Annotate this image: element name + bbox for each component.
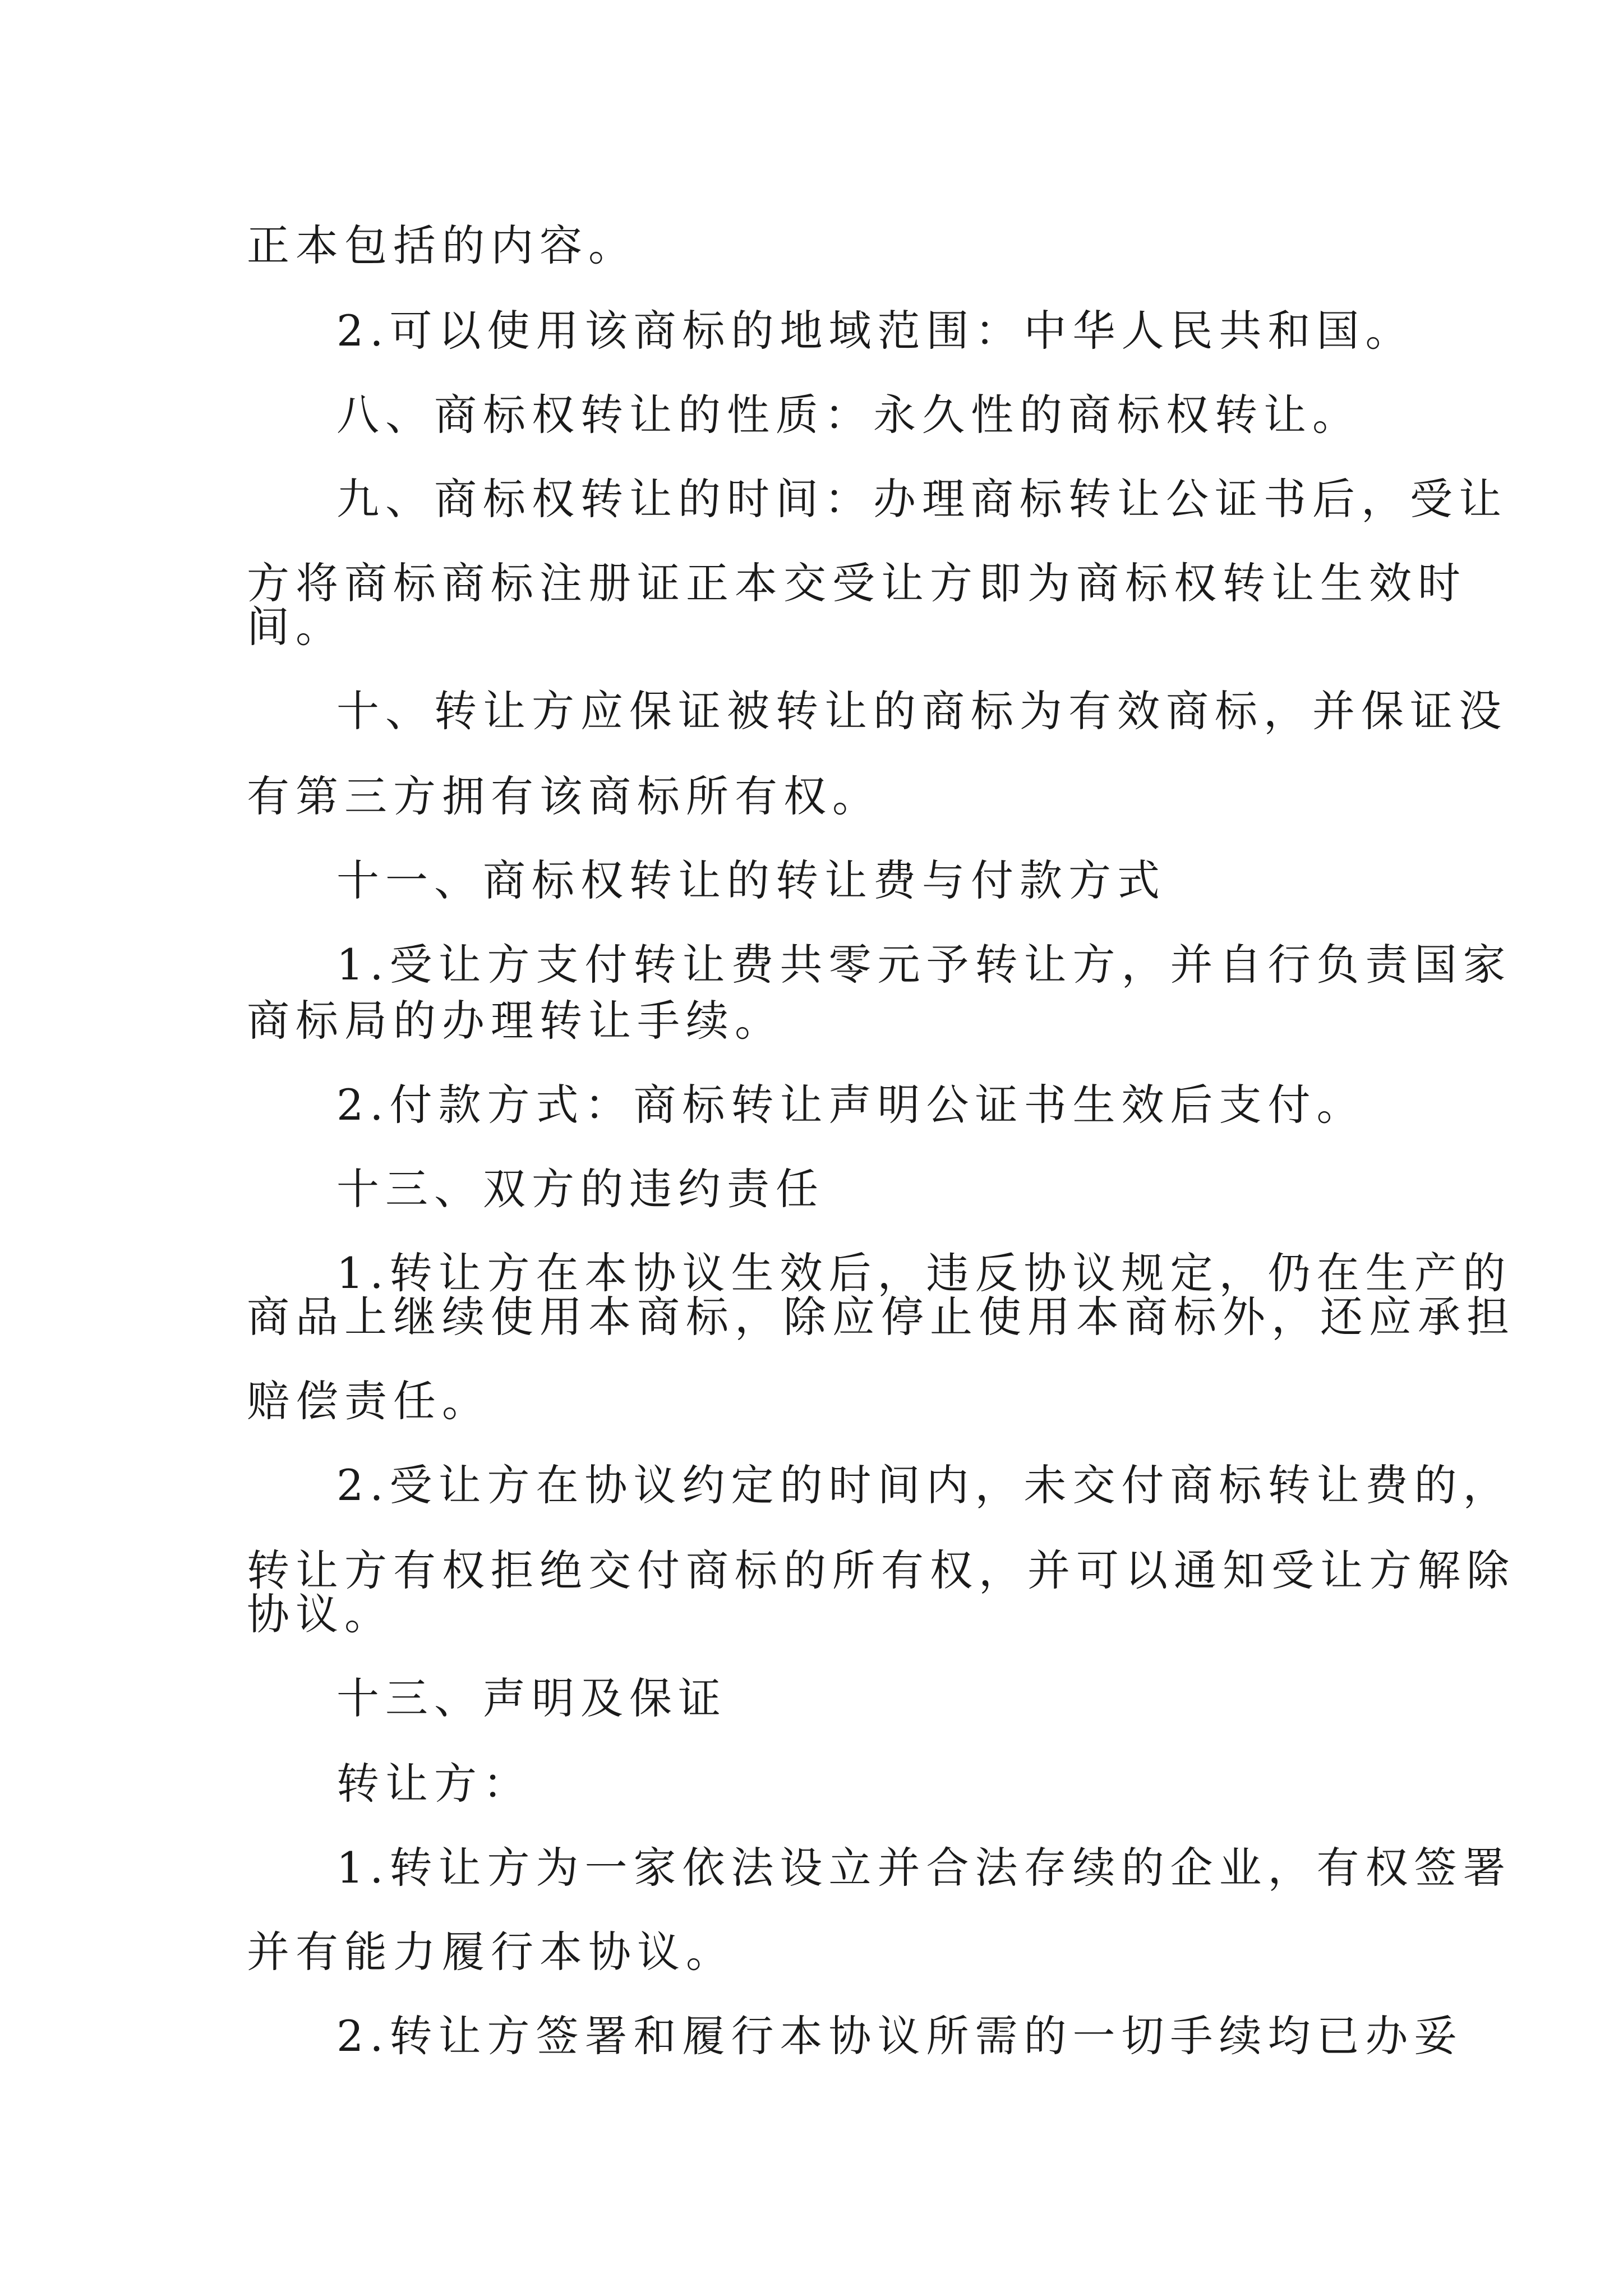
text-line: 1.转让方在本协议生效后，违反协议规定，仍在生产的 [336,1248,1512,1298]
text-line: 十一、商标权转让的转让费与付款方式 [336,855,1166,905]
text-line: 1.转让方为一家依法设立并合法存续的企业，有权签署 [336,1843,1512,1893]
text-line: 转让方有权拒绝交付商标的所有权，并可以通知受让方解除 [247,1545,1515,1595]
text-line: 商品上继续使用本商标，除应停止使用本商标外，还应承担 [247,1292,1515,1342]
text-line: 方将商标商标注册证正本交受让方即为商标权转让生效时 [247,558,1467,608]
text-line: 有第三方拥有该商标所有权。 [247,771,881,821]
text-line: 2.转让方签署和履行本协议所需的一切手续均已办妥 [336,2011,1463,2061]
text-line: 转让方： [336,1759,532,1809]
text-line: 十、转让方应保证被转让的商标为有效商标，并保证没 [336,686,1507,736]
text-line: 商标局的办理转让手续。 [247,996,783,1046]
text-line: 1.受让方支付转让费共零元予转让方，并自行负责国家 [336,940,1512,990]
text-line: 协议。 [247,1589,393,1639]
text-line: 2.受让方在协议约定的时间内，未交付商标转让费的， [336,1460,1512,1510]
text-line: 九、商标权转让的时间：办理商标转让公证书后，受让 [336,474,1507,524]
text-line: 赔偿责任。 [247,1376,491,1426]
text-line: 2.可以使用该商标的地域范围：中华人民共和国。 [336,306,1414,356]
text-line: 正本包括的内容。 [247,220,637,270]
text-line: 2.付款方式：商标转让声明公证书生效后支付。 [336,1080,1366,1130]
text-line: 间。 [247,602,344,652]
text-line: 并有能力履行本协议。 [247,1927,735,1977]
text-line: 十三、双方的违约责任 [336,1164,824,1214]
text-line: 八、商标权转让的性质：永久性的商标权转让。 [336,390,1361,440]
text-line: 十三、声明及保证 [336,1673,727,1723]
